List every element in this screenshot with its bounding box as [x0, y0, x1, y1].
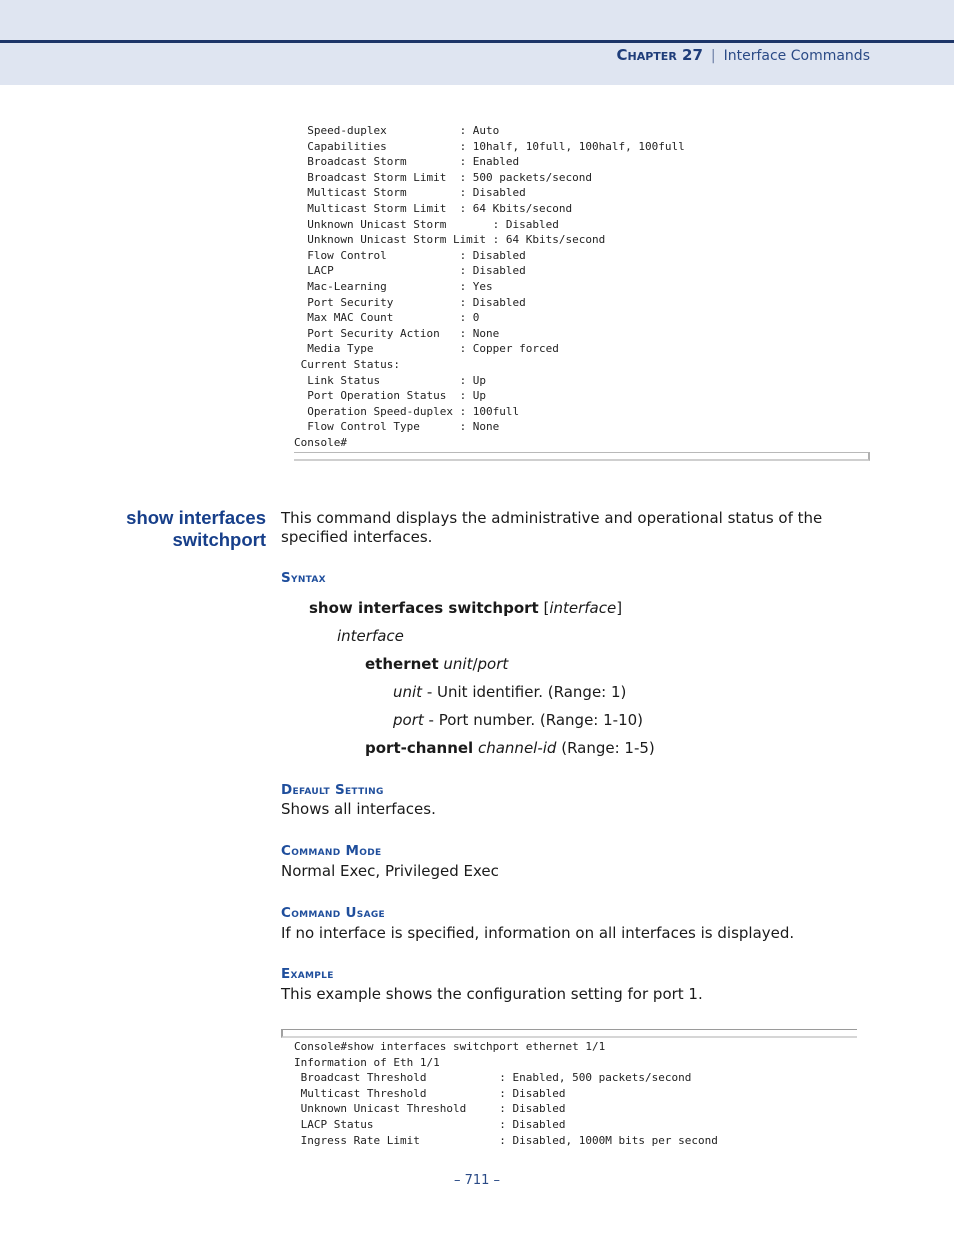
chapter-label: Chapter 27 [616, 46, 703, 64]
syntax-cmd: show interfaces switchport [309, 599, 539, 617]
unit-name: unit [393, 683, 423, 701]
syntax-param-label [337, 627, 404, 645]
port-channel-range: (Range: 1-5) [556, 739, 655, 757]
param-label: interface [337, 627, 404, 645]
syntax-port [393, 711, 643, 729]
example-text: This example shows the configuration setting for port 1. [281, 985, 703, 1003]
syntax-open-bracket: [ [538, 599, 550, 617]
description-line1: This command displays the administrative and operational status of the [281, 509, 823, 527]
header-separator: | [710, 48, 716, 64]
ethernet-port: port [477, 655, 509, 673]
chapter-title: Interface Commands [723, 48, 870, 64]
ethernet-unit: unit [443, 655, 473, 673]
command-title-line2: switchport [172, 529, 266, 550]
code-box-top-border [281, 1029, 857, 1038]
description-line2: specified interfaces. [281, 528, 433, 546]
code-example-bottom: Console#show interfaces switchport ethernet 1/1 Information of Eth 1/1 Broadcast Threshold : Enabled, 500 packets/second Multicast Threshold : Disabled Unknown Unicast Threshold : Disabled LACP Status : Disabled Ingress Rate Limit : Disabled, 1000M bits per second [294, 1040, 718, 1147]
code-box-bottom-border [294, 452, 870, 461]
command-title-line1: show interfaces [126, 507, 266, 528]
command-mode-text: Normal Exec, Privileged Exec [281, 862, 499, 880]
default-setting-heading: Default Setting [281, 782, 384, 798]
syntax-heading: Syntax [281, 570, 326, 586]
syntax-ethernet [365, 655, 508, 673]
page-number: – 711 – [453, 1173, 501, 1188]
command-usage-heading: Command Usage [281, 905, 385, 921]
syntax-unit [393, 683, 626, 701]
example-heading: Example [281, 966, 334, 982]
running-header [617, 46, 870, 64]
syntax-close-bracket: ] [616, 599, 623, 617]
unit-desc: - Unit identifier. (Range: 1) [422, 683, 627, 701]
channel-id-param: channel-id [477, 739, 557, 757]
port-channel-keyword: port-channel [365, 739, 474, 757]
port-desc: - Port number. (Range: 1-10) [423, 711, 644, 729]
command-usage-text: If no interface is specified, information on all interfaces is displayed. [281, 924, 795, 942]
ethernet-keyword: ethernet [365, 655, 439, 673]
header-rule [0, 40, 954, 43]
port-name: port [393, 711, 424, 729]
ethernet-slash: / [472, 655, 478, 673]
command-mode-heading: Command Mode [281, 843, 382, 859]
syntax-port-channel [365, 739, 655, 757]
syntax-param: interface [549, 599, 617, 617]
code-example-top: Speed-duplex : Auto Capabilities : 10half, 10full, 100half, 100full Broadcast Storm : Enabled Broadcast Storm Limit : 500 packets/second Multicast Storm : Disabled Multicast Storm Limit : 64 Kbits/second Unknown Unicast Storm : Disabled Unknown Unicast Storm Limit : 64 Kbits/second Flow Control : Disabled LACP : Disabled Mac-Learning : Yes Port Security : Disabled Max MAC Count : 0 Port Security Action : None Media Type : Copper forced Current Status: Link Status : Up Port Operation Status : Up Operation Speed-duplex : 100full Flow Control Type : None Console# [294, 124, 685, 449]
default-setting-text: Shows all interfaces. [281, 800, 436, 818]
syntax-command [309, 599, 622, 617]
command-description [281, 509, 822, 547]
command-title [126, 507, 266, 551]
